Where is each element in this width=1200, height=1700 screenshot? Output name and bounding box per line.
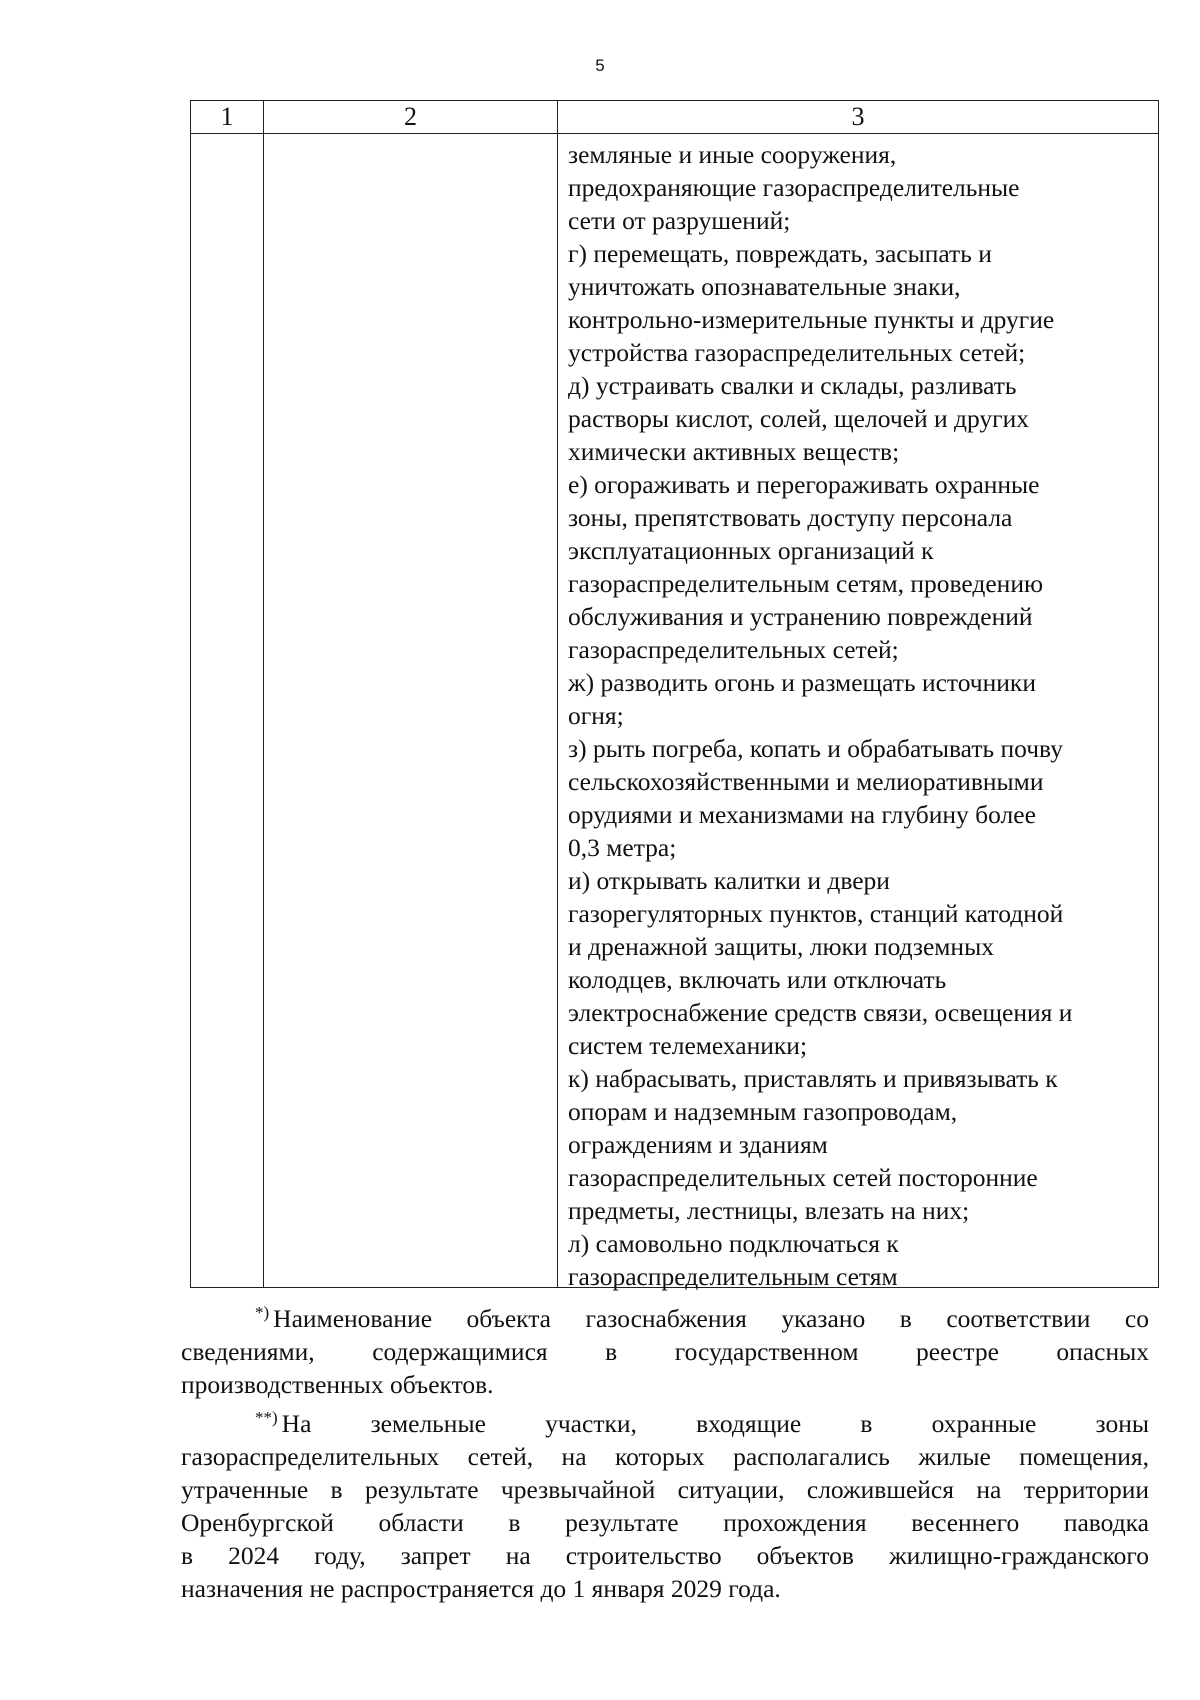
table-text-line: ограждениям и зданиям: [568, 1130, 828, 1159]
table-text-line: устройства газораспределительных сетей;: [568, 338, 1026, 367]
footnote-line: [181, 1572, 1149, 1605]
footnote-marker: **): [255, 1408, 278, 1427]
table-text-line: з) рыть погреба, копать и обрабатывать почву: [568, 734, 1063, 763]
table-text-line: электроснабжение средств связи, освещения и: [568, 998, 1073, 1027]
footnote-text: газораспределительных сетей, на которых располагались жилые помещения,: [181, 1442, 1149, 1471]
table-text-line: 0,3 метра;: [568, 833, 677, 862]
footnote-marker: *): [255, 1303, 270, 1322]
table-text-line: газораспределительных сетей;: [568, 635, 899, 664]
footnotes: [181, 1296, 1149, 1605]
table-text-line: колодцев, включать или отключать: [568, 965, 947, 994]
table-text-line: газораспределительных сетей посторонние: [568, 1163, 1038, 1192]
cell-column-1: [191, 134, 264, 1288]
footnote-text: сведениями, содержащимися в государственном реестре опасных: [181, 1337, 1149, 1366]
prohibitions-table: [190, 100, 1159, 1291]
footnote-line: [181, 1335, 1149, 1368]
table-text-line: г) перемещать, повреждать, засыпать и: [568, 239, 992, 268]
table-text-line: орудиями и механизмами на глубину более: [568, 800, 1036, 829]
table-text-line: газораспределительным сетям: [568, 1262, 898, 1291]
table-text-line: растворы кислот, солей, щелочей и других: [568, 404, 1029, 433]
table-text-line: зоны, препятствовать доступу персонала: [568, 503, 1013, 532]
table-text-line: к) набрасывать, приставлять и привязывать к: [568, 1064, 1058, 1093]
table-text-line: и) открывать калитки и двери: [568, 866, 890, 895]
footnote-text: Оренбургской области в результате прохождения весеннего паводка: [181, 1508, 1149, 1537]
footnote-text: в 2024 году, запрет на строительство объектов жилищно-гражданского: [181, 1541, 1149, 1570]
table-text-line: предохраняющие газораспределительные: [568, 173, 1020, 202]
table-text-line: д) устраивать свалки и склады, разливать: [568, 371, 1017, 400]
table-text-line: л) самовольно подключаться к: [568, 1229, 899, 1258]
cell-column-2: [264, 134, 558, 1288]
table-row: [191, 134, 1159, 1288]
table-text-line: газорегуляторных пунктов, станций катодной: [568, 899, 1064, 928]
table-text-line: опорам и надземным газопроводам,: [568, 1097, 958, 1126]
column-header-1: 1: [191, 101, 264, 134]
footnote-text: Наименование объекта газоснабжения указано в соответствии со: [273, 1304, 1149, 1333]
footnote-line: [181, 1296, 1149, 1335]
table-text-line: земляные и иные сооружения,: [568, 140, 897, 169]
column-header-2: 2: [264, 101, 558, 134]
footnote-line: [181, 1368, 1149, 1401]
table-text-line: контрольно-измерительные пункты и другие: [568, 305, 1055, 334]
footnote-line: [181, 1506, 1149, 1539]
table-text-line: уничтожать опознавательные знаки,: [568, 272, 961, 301]
footnote-text: назначения не распространяется до 1 января 2029 года.: [181, 1574, 781, 1603]
footnote-text: утраченные в результате чрезвычайной ситуации, сложившейся на территории: [181, 1475, 1149, 1504]
footnote: [181, 1401, 1149, 1605]
footnote-line: [181, 1473, 1149, 1506]
footnote-line: [181, 1440, 1149, 1473]
table-text-line: е) огораживать и перегораживать охранные: [568, 470, 1040, 499]
table-text-line: эксплуатационных организаций к: [568, 536, 934, 565]
footnote: [181, 1296, 1149, 1401]
column-header-3: 3: [558, 101, 1159, 134]
table-text-line: систем телемеханики;: [568, 1031, 808, 1060]
cell-column-3: [558, 134, 1159, 1291]
table-text-line: химически активных веществ;: [568, 437, 900, 466]
table-header-row: [191, 101, 1159, 134]
table-text-line: ж) разводить огонь и размещать источники: [568, 668, 1036, 697]
table-text-line: и дренажной защиты, люки подземных: [568, 932, 994, 961]
footnote-line: [181, 1539, 1149, 1572]
prohibitions-text: [558, 134, 1158, 1291]
table-text-line: газораспределительным сетям, проведению: [568, 569, 1044, 598]
table-text-line: огня;: [568, 701, 624, 730]
page-number: 5: [595, 56, 605, 75]
table-text-line: предметы, лестницы, влезать на них;: [568, 1196, 970, 1225]
footnote-line: [181, 1401, 1149, 1440]
footnote-text: производственных объектов.: [181, 1370, 494, 1399]
table-text-line: сельскохозяйственными и мелиоративными: [568, 767, 1044, 796]
footnote-text: На земельные участки, входящие в охранные зоны: [281, 1409, 1149, 1438]
table-text-line: сети от разрушений;: [568, 206, 791, 235]
table-text-line: обслуживания и устранению повреждений: [568, 602, 1033, 631]
